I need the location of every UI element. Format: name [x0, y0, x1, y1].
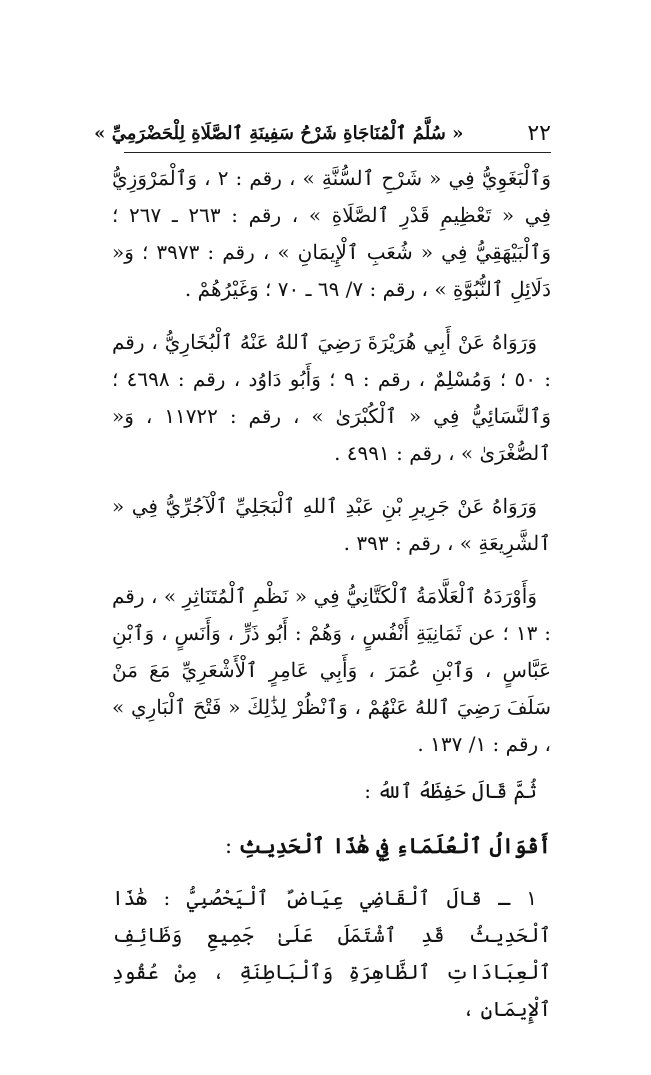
- paragraph-1: وَٱلْبَغَوِيُّ فِي « شَرْحِ ٱلسُّنَّةِ » ، رقم : ٢ ، وَٱلْمَرْوَزِيُّ فِي « تَعْظِيمِ قَدْرِ ٱلصَّلَاةِ » ، رقم : ٢٦٣ ـ ٢٦٧ ؛ وَٱلْبَيْهَقِيُّ فِي « شُعَبِ ٱلْإِيمَانِ » ، رقم : ٣٩٧٣ ؛ وَ« دَلَائِلِ ٱلنُّبُوَّةِ » ، رقم : ٧/ ٦٩ ـ ٧٠ ؛ وَغَيْرُهُمْ .: [112, 166, 551, 301]
- paragraph-2: وَرَوَاهُ عَنْ أَبِي هُرَيْرَةَ رَضِيَ ٱللهُ عَنْهُ ٱلْبُخَارِيُّ ، رقم : ٥٠ ؛ وَمُسْلِمٌ ، رقم : ٩ ؛ وَأَبُو دَاوُد ، رقم : ٤٦٩٨ ؛ وَٱلنَّسَائِيُّ فِي « ٱلْكُبْرَىٰ » ، رقم : ١١٧٢٢ ، وَ« ٱلصُّغْرَىٰ » ، رقم : ٤٩٩١ .: [112, 330, 551, 465]
- paragraph-3: وَرَوَاهُ عَنْ جَرِيرِ بْنِ عَبْدِ ٱللهِ ٱلْبَجَلِيِّ ٱلْآجُرِّيُّ فِي « ٱلشَّرِيعَةِ » ، رقم : ٣٩٣ .: [112, 494, 551, 555]
- body-text: [112, 160, 551, 1044]
- running-title: « سُلَّمُ ٱلْمُنَاجَاةِ شَرْحُ سَفِينَةِ ٱلصَّلَاةِ لِلْحَضْرَمِيِّ »: [94, 123, 464, 144]
- header-rule: [124, 152, 551, 153]
- final-paragraph: ١ ـ قالَ ٱلْقَاضِي عِيَاضٌ ٱلْيَحْصُبِيُّ : هَٰذَا ٱلْحَدِيثُ قَدِ ٱشْتَمَلَ عَلَىٰ جَمِيعِ وَظَائِفِ ٱلْعِبَادَاتِ ٱلظَّاهِرَةِ وَٱلْبَاطِنَةِ ، مِنْ عُقُودِ ٱلْإِيمَانِ ،: [112, 886, 551, 1021]
- section-heading: [112, 826, 551, 866]
- page-number: ٢٢: [527, 121, 551, 146]
- paragraph-4: وَأَوْرَدَهُ ٱلْعَلَّامَةُ ٱلْكَتَّانِيُّ فِي « نَظْمِ ٱلْمُتَنَاثِرِ » ، رقم : ١٣ ؛ عن ثَمَانِيَةِ أَنْفُسٍ ، وَهُمْ : أَبُو ذَرٍّ ، وَأَنَسٍ ، وَٱبْنِ عَبَّاسٍ ، وَٱبْنِ عُمَرَ ، وَأَبِي عَامِرٍ ٱلْأَشْعَرِيِّ مَعَ مَنْ سَلَفَ رَضِيَ ٱللهُ عَنْهُمْ ، وَٱنْظُرْ لِذَٰلِكَ « فَتْحَ ٱلْبَارِي » ، رقم : ١/ ١٣٧ .: [112, 584, 551, 756]
- closing-line: ثُمَّ قَالَ حَفِظَهُ ٱللهُ :: [364, 779, 537, 803]
- section-heading-suffix: :: [224, 834, 239, 858]
- section-heading-text: أَقْوَالُ ٱلْعُلَمَاءِ فِي هَٰذَا ٱلْحَدِيثِ: [238, 833, 551, 858]
- running-header: [94, 108, 551, 148]
